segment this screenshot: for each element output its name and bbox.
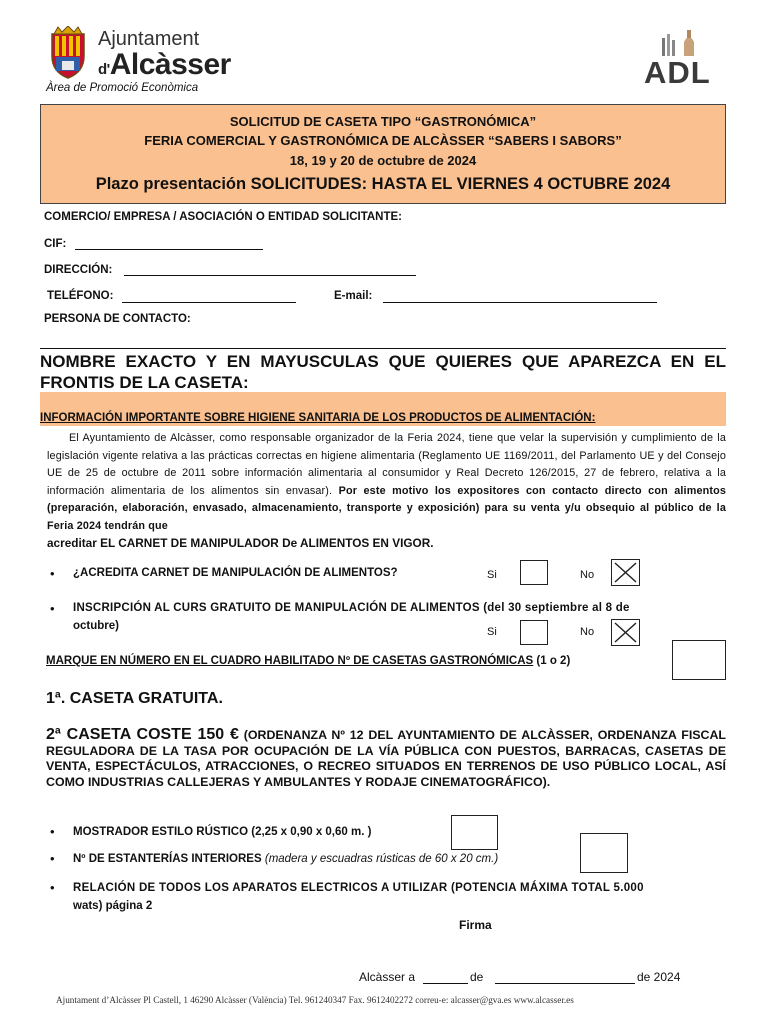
- title-line-1: SOLICITUD DE CASETA TIPO “GASTRONÓMICA”: [229, 114, 537, 129]
- q1-no-label: No: [580, 569, 595, 581]
- estanterias-input[interactable]: [580, 833, 628, 873]
- q2-si-checkbox[interactable]: [520, 620, 548, 645]
- email-field[interactable]: [383, 302, 657, 303]
- title-line-3: 18, 19 y 20 de octubre de 2024: [289, 153, 477, 168]
- date-suffix: de 2024: [637, 970, 681, 984]
- municipal-logo: [48, 26, 263, 84]
- title-box: [40, 104, 726, 204]
- q1-si-label: Si: [487, 569, 497, 581]
- firma-label: Firma: [459, 918, 492, 932]
- q2-text-line1: INSCRIPCIÓN AL CURS GRATUITO DE MANIPULACIÓN DE ALIMENTOS (del 30 septiembre al 8 de: [73, 602, 630, 614]
- telefono-field[interactable]: [122, 302, 296, 303]
- logo-text-ajuntament: Ajuntament: [98, 28, 200, 50]
- deadline-line: Plazo presentación SOLICITUDES: HASTA EL VIERNES 4 OCTUBRE 2024: [95, 175, 671, 193]
- q2-no-checkbox[interactable]: [611, 619, 640, 646]
- coat-of-arms-icon: [48, 26, 88, 80]
- bullet-estanterias: •: [50, 851, 55, 866]
- cif-label: CIF:: [44, 238, 67, 250]
- q1-no-checkbox[interactable]: [611, 559, 640, 586]
- direccion-field[interactable]: [124, 275, 416, 276]
- logo-text-alcasser: [98, 48, 231, 82]
- q1-text: ¿ACREDITA CARNET DE MANIPULACIÓN DE ALIMENTOS?: [73, 567, 398, 579]
- date-de: de: [470, 970, 484, 984]
- area-subtitle: Àrea de Promoció Econòmica: [46, 82, 199, 94]
- info-heading: INFORMACIÓN IMPORTANTE SOBRE HIGIENE SANITARIA DE LOS PRODUCTOS DE ALIMENTACIÓN:: [40, 412, 596, 424]
- estanterias-note: (madera y escuadras rústicas de 60 x 20 cm.): [264, 853, 499, 865]
- estanterias-label: Nº DE ESTANTERÍAS INTERIORES: [73, 853, 262, 865]
- cif-field[interactable]: [75, 249, 263, 250]
- contacto-label: PERSONA DE CONTACTO:: [44, 313, 191, 325]
- date-prefix: Alcàsser a: [359, 970, 416, 984]
- mostrador-text: MOSTRADOR ESTILO RÚSTICO (2,25 x 0,90 x 0,60 m. ): [73, 826, 372, 838]
- email-label: E-mail:: [334, 290, 373, 302]
- checked-x-icon: [614, 622, 637, 643]
- marque-text: MARQUE EN NÚMERO EN EL CUADRO HABILITADO Nº DE CASETAS GASTRONÓMICAS: [46, 655, 534, 667]
- caseta-1-text: 1ª. CASETA GRATUITA.: [46, 690, 223, 707]
- bullet-mostrador: •: [50, 824, 55, 839]
- num-casetas-input[interactable]: [672, 640, 726, 680]
- adl-logo-text: ADL: [644, 55, 711, 90]
- footer-address: Ajuntament d’Alcàsser Pl Castell, 1 46290 Alcàsser (València) Tel. 961240347 Fax. 9612402272 correu-e: alcasser@gva.es www.alcasser.es: [56, 995, 574, 1005]
- q2-no-label: No: [580, 626, 595, 638]
- direccion-label: DIRECCIÓN:: [44, 264, 113, 276]
- marque-suffix: (1 o 2): [536, 655, 571, 667]
- relacion-line1: RELACIÓN DE TODOS LOS APARATOS ELECTRICOS A UTILIZAR (POTENCIA MÁXIMA TOTAL 5.000: [73, 882, 644, 894]
- checked-x-icon: [614, 562, 637, 583]
- adl-logo: [640, 30, 722, 88]
- bullet-q2: •: [50, 601, 55, 616]
- mostrador-input[interactable]: [451, 815, 498, 850]
- comercio-label: COMERCIO/ EMPRESA / ASOCIACIÓN O ENTIDAD SOLICITANTE:: [44, 211, 402, 223]
- info-paragraph-bold-last: acreditar EL CARNET DE MANIPULADOR De ALIMENTOS EN VIGOR.: [47, 536, 434, 550]
- info-paragraph-bold: Por este motivo los expositores con contacto directo con alimentos (preparación, elaboración, envasado, almacenamiento, transporte y exposición) para su venta y/u obsequio al público de la Feria 2024 tendrán que: [47, 484, 726, 532]
- caseta-2-lead: 2ª CASETA COSTE 150 €: [46, 726, 239, 743]
- caseta-2-text: [46, 727, 726, 790]
- info-paragraph: [47, 430, 726, 535]
- info-paragraph-text: El Ayuntamiento de Alcàsser, como responsable organizador de la Feria 2024, tiene que velar la supervisión y cumplimiento de la legislación vigente relativa a las prácticas correctas en higiene alimentaria (Reglamento UE 1169/2011, del Parlamento UE y del Consejo UE de 25 de octubre de 2011 sobre información alimentaria al consumidor y Real Decreto 126/2015, 27 de febrero, relativa a la información alimentaria de los alimentos sin envasar).: [47, 432, 726, 497]
- logo-text-prefix: d': [98, 61, 110, 78]
- info-heading-bar: [40, 392, 726, 426]
- bullet-q1: •: [50, 566, 55, 581]
- bullet-relacion: •: [50, 880, 55, 895]
- frontis-title: NOMBRE EXACTO Y EN MAYUSCULAS QUE QUIERES QUE APAREZCA EN EL FRONTIS DE LA CASETA:: [40, 348, 726, 394]
- logo-text-name: Alcàsser: [109, 48, 231, 81]
- estanterias-line: [73, 853, 498, 865]
- q1-si-checkbox[interactable]: [520, 560, 548, 585]
- date-month-field[interactable]: [495, 983, 635, 984]
- telefono-label: TELÉFONO:: [47, 290, 114, 302]
- q2-text-line2: octubre): [73, 620, 119, 632]
- caseta-2-rest: (ORDENANZA Nº 12 DEL AYUNTAMIENTO DE ALCÀSSER, ORDENANZA FISCAL REGULADORA DE LA TASA POR OCUPACIÓN DE LA VÍA PÚBLICA CON PUESTOS, BARRACAS, CASETAS DE VENTA, ESPECTÁCULOS, ATRACCIONES, O RECREO SITUADOS EN TERRENOS DE USO PÚBLICO LOCAL, ASÍ COMO INDUSTRIAS CALLEJERAS Y AMBULANTES Y RODAJE CINEMATOGRÁFICO).: [46, 728, 726, 789]
- date-day-field[interactable]: [423, 983, 468, 984]
- relacion-line2: wats) página 2: [73, 900, 153, 912]
- title-line-2: FERIA COMERCIAL Y GASTRONÓMICA DE ALCÀSSER “SABERS I SABORS”: [144, 133, 622, 148]
- marque-line: [46, 655, 570, 667]
- q2-si-label: Si: [487, 626, 497, 638]
